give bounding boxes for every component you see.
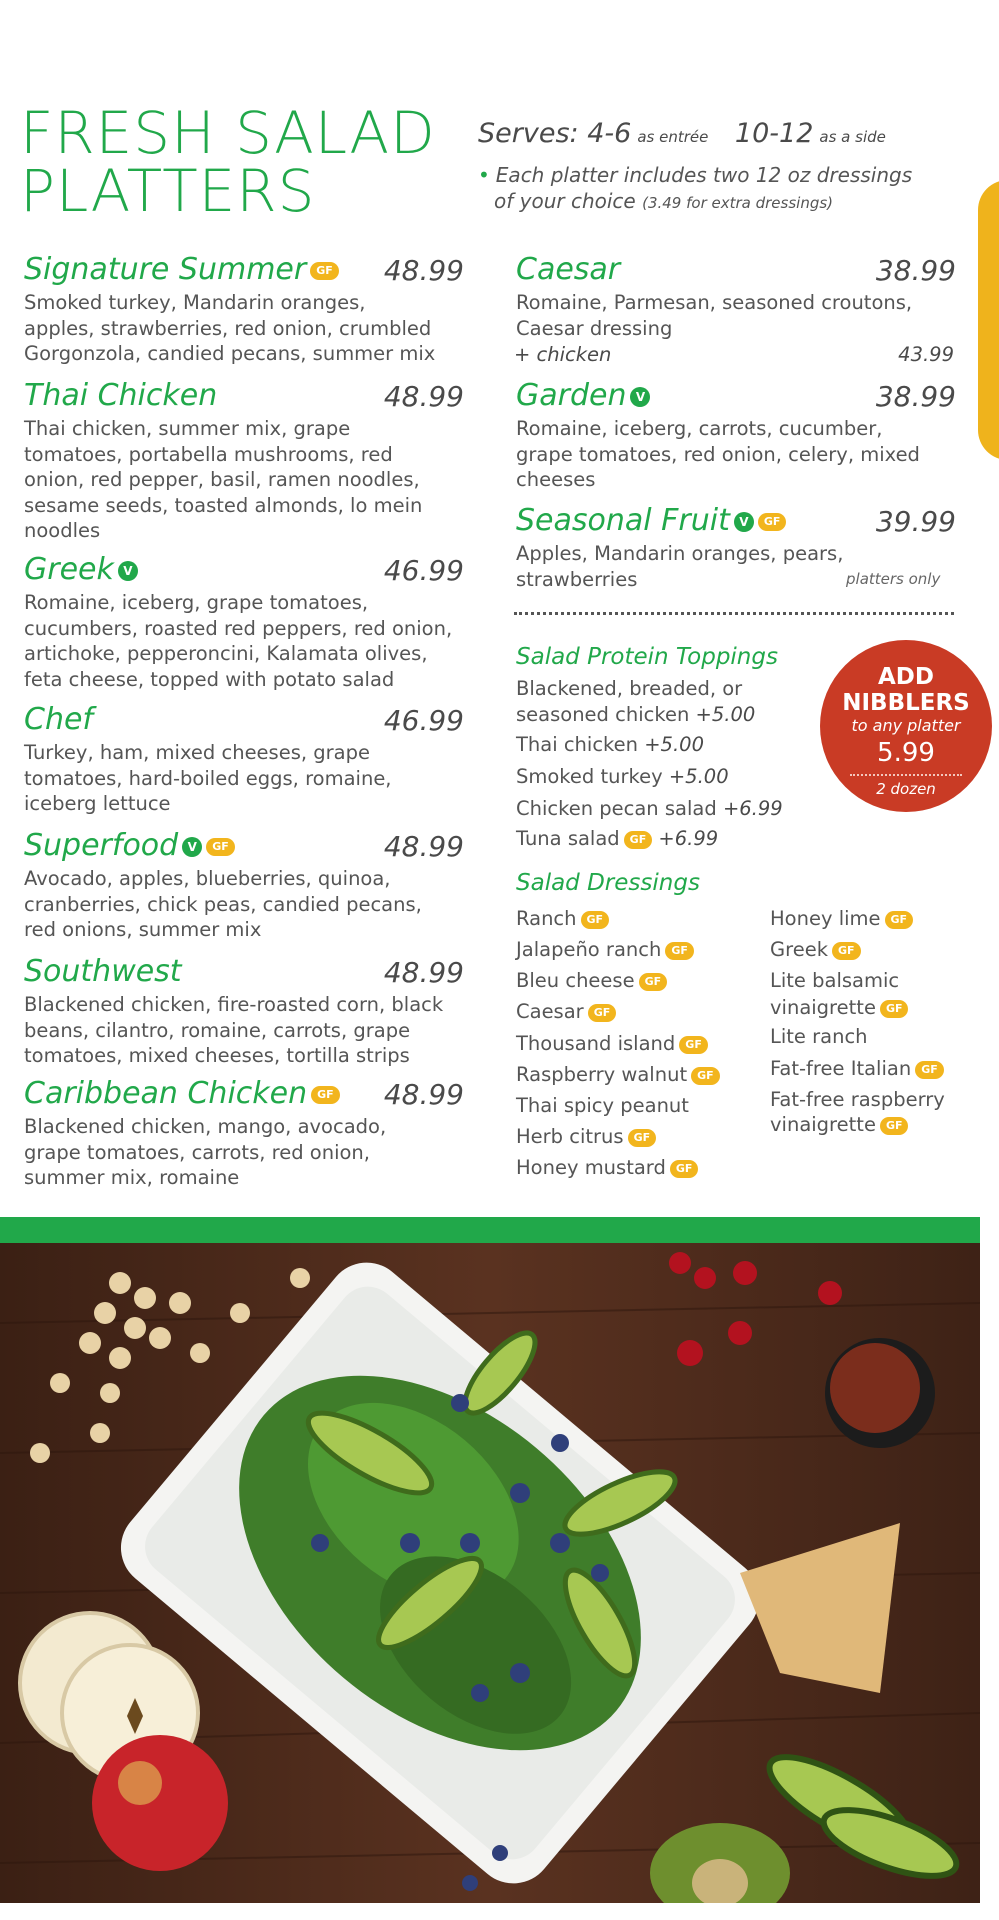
dressing-name: Lite balsamic	[770, 969, 900, 992]
description-line: Romaine, Parmesan, seasoned croutons,	[516, 291, 913, 314]
topping-price: +5.00	[644, 733, 704, 756]
serves-entree-label: as entrée	[637, 128, 709, 146]
menu-item	[24, 1076, 464, 1194]
menu-item-price: 46.99	[383, 704, 464, 737]
dressing-item	[516, 1031, 708, 1057]
menu-item-price: 39.99	[875, 505, 956, 538]
topping-name: seasoned chicken	[516, 703, 690, 726]
menu-item-description	[24, 290, 435, 367]
dressing-name: vinaigrette	[770, 996, 876, 1019]
page-title	[20, 99, 480, 225]
dressing-name: Ranch	[516, 907, 577, 930]
salad-platter-illustration	[0, 1243, 980, 1903]
menu-item	[516, 378, 956, 496]
gluten-free-badge-icon: GF	[885, 911, 914, 929]
topping-item	[516, 732, 704, 758]
dressing-item	[516, 1093, 689, 1119]
menu-item-name-row	[24, 252, 339, 287]
description-line: feta cheese, topped with potato salad	[24, 667, 395, 691]
dressing-name: Bleu cheese	[516, 969, 635, 992]
vegetarian-badge-icon: V	[630, 387, 650, 407]
dressing-item	[516, 937, 694, 963]
menu-item-name: Chef	[24, 702, 93, 737]
platters-only-note: platters only	[846, 570, 941, 588]
note-line-1: Each platter includes two 12 oz dressings	[495, 163, 913, 187]
topping-item	[516, 676, 742, 702]
serves-info	[478, 118, 904, 149]
nibblers-divider	[850, 774, 962, 776]
topping-item	[516, 826, 718, 852]
topping-item	[516, 702, 755, 728]
dressing-name: Herb citrus	[516, 1125, 624, 1148]
menu-item-name-row	[24, 828, 235, 863]
description-line: strawberries	[516, 567, 638, 591]
menu-item-description	[24, 740, 392, 817]
menu-item-name: Greek	[24, 552, 114, 587]
nibblers-line-1: ADD	[878, 664, 934, 690]
menu-item-price: 48.99	[383, 1078, 464, 1111]
decorative-arc	[978, 180, 999, 460]
dressing-name: Raspberry walnut	[516, 1063, 688, 1086]
dressing-name: Thousand island	[516, 1032, 676, 1055]
description-line: cranberries, chick peas, candied pecans,	[24, 892, 422, 916]
menu-item-name-row	[24, 702, 93, 737]
topping-name: Tuna salad	[516, 827, 620, 850]
topping-name: Smoked turkey	[516, 765, 663, 788]
menu-item-name: Caesar	[516, 252, 621, 287]
menu-item	[24, 702, 464, 820]
description-line: Avocado, apples, blueberries, quinoa,	[24, 867, 391, 890]
dressing-note	[478, 162, 958, 216]
gluten-free-badge-icon: GF	[665, 942, 694, 960]
topping-name: Blackened, breaded, or	[516, 677, 743, 700]
menu-item	[24, 954, 464, 1072]
dressing-name: Lite ranch	[770, 1025, 868, 1048]
description-line: grape tomatoes, red onion, celery, mixed	[516, 442, 920, 466]
menu-item-description	[24, 590, 452, 692]
menu-item-description	[516, 416, 920, 493]
menu-item-name-row	[24, 954, 182, 989]
menu-item	[24, 552, 464, 696]
dressing-item	[770, 937, 861, 963]
dressing-item	[516, 968, 667, 994]
nibblers-price: 5.99	[877, 738, 935, 768]
section-divider	[514, 612, 954, 615]
description-line: beans, cilantro, romaine, carrots, grape	[24, 1018, 411, 1042]
gluten-free-badge-icon: GF	[670, 1160, 699, 1178]
bullet-icon: •	[478, 163, 490, 187]
menu-item-name: Garden	[516, 378, 627, 413]
menu-item-description	[24, 866, 422, 943]
serves-label: Serves:	[478, 118, 579, 149]
dressing-name: Greek	[770, 938, 828, 961]
gluten-free-badge-icon: GF	[915, 1061, 944, 1079]
topping-price: +5.00	[668, 765, 729, 788]
dressings-heading: Salad Dressings	[516, 870, 700, 896]
dressing-name: Thai spicy peanut	[516, 1094, 689, 1117]
description-line: noodles	[24, 519, 101, 542]
dressing-item	[770, 906, 913, 932]
gluten-free-badge-icon: GF	[639, 973, 668, 991]
gluten-free-badge-icon: GF	[310, 262, 339, 280]
serves-side-count: 10-12	[734, 118, 814, 149]
gluten-free-badge-icon: GF	[311, 1086, 340, 1104]
topping-price: +6.99	[658, 827, 719, 850]
menu-item-name-row	[516, 503, 786, 538]
menu-item-name: Southwest	[24, 954, 182, 989]
dressing-item	[516, 1062, 720, 1088]
caesar-addon-label: + chicken	[514, 343, 612, 366]
dressing-item	[516, 999, 616, 1025]
dressing-name: Fat-free raspberry	[770, 1088, 945, 1111]
vegetarian-badge-icon: V	[734, 512, 754, 532]
menu-item-price: 48.99	[383, 830, 464, 863]
description-line: Thai chicken, summer mix, grape	[24, 417, 351, 440]
menu-item	[24, 378, 464, 548]
green-divider-bar	[0, 1217, 980, 1243]
description-line: Smoked turkey, Mandarin oranges,	[24, 291, 366, 314]
salad-photo	[0, 1243, 980, 1903]
caesar-addon-price: 43.99	[898, 343, 954, 366]
dressing-item	[770, 995, 908, 1021]
description-line: Blackened chicken, mango, avocado,	[24, 1115, 387, 1138]
description-line: tomatoes, portabella mushrooms, red	[24, 442, 393, 466]
dressing-item	[770, 1087, 945, 1113]
description-line: Romaine, iceberg, grape tomatoes,	[24, 591, 369, 614]
menu-item-description	[24, 992, 443, 1069]
nibblers-qty: 2 dozen	[876, 780, 936, 798]
toppings-heading: Salad Protein Toppings	[516, 644, 778, 670]
gluten-free-badge-icon: GF	[206, 838, 235, 856]
menu-item-name: Signature Summer	[24, 252, 307, 287]
description-line: sesame seeds, toasted almonds, lo mein	[24, 493, 423, 517]
dressing-name: Honey lime	[770, 907, 881, 930]
description-line: onion, red pepper, basil, ramen noodles,	[24, 468, 420, 491]
serves-entree-count: 4-6	[587, 118, 632, 149]
menu-item	[24, 252, 464, 370]
menu-item	[516, 252, 956, 344]
description-line: apples, strawberries, red onion, crumbled	[24, 316, 432, 340]
menu-item-price: 48.99	[383, 956, 464, 989]
nibblers-sub: to any platter	[851, 716, 961, 735]
dressing-name: Caesar	[516, 1000, 584, 1023]
gluten-free-badge-icon: GF	[588, 1004, 617, 1022]
menu-item-price: 38.99	[875, 380, 956, 413]
nibblers-line-2: NIBBLERS	[842, 690, 970, 716]
dressing-item	[516, 1124, 656, 1150]
vegetarian-badge-icon: V	[182, 837, 202, 857]
dressing-item	[770, 1112, 908, 1138]
description-line: Apples, Mandarin oranges, pears,	[516, 542, 844, 565]
menu-item-name: Caribbean Chicken	[24, 1076, 308, 1111]
description-line: Caesar dressing	[516, 316, 673, 340]
gluten-free-badge-icon: GF	[581, 911, 610, 929]
note-line-2: of your choice	[494, 189, 636, 213]
gluten-free-badge-icon: GF	[758, 513, 787, 531]
gluten-free-badge-icon: GF	[628, 1129, 657, 1147]
description-line: Turkey, ham, mixed cheeses, grape	[24, 741, 370, 764]
menu-item	[24, 828, 464, 946]
description-line: Romaine, iceberg, carrots, cucumber,	[516, 417, 883, 440]
topping-price: +6.99	[722, 797, 783, 820]
vegetarian-badge-icon: V	[118, 561, 138, 581]
description-line: iceberg lettuce	[24, 792, 171, 815]
menu-item-name-row	[516, 378, 650, 413]
menu-item-description	[516, 541, 843, 592]
dressing-item	[770, 968, 899, 994]
topping-item	[516, 796, 783, 822]
caesar-addon	[514, 343, 954, 366]
menu-item-description	[516, 290, 912, 341]
gluten-free-badge-icon: GF	[880, 1000, 909, 1018]
description-line: tomatoes, mixed cheeses, tortilla strips	[24, 1044, 410, 1067]
menu-item-price: 46.99	[383, 554, 464, 587]
menu-item-name-row	[24, 378, 217, 413]
dressing-item	[516, 906, 609, 932]
description-line: cheeses	[516, 468, 596, 491]
dressing-name: Jalapeño ranch	[516, 938, 662, 961]
menu-item-price: 48.99	[383, 380, 464, 413]
description-line: red onions, summer mix	[24, 918, 262, 941]
topping-item	[516, 764, 729, 790]
nibblers-badge	[820, 640, 992, 812]
menu-item-name: Seasonal Fruit	[516, 503, 730, 538]
dressing-name: vinaigrette	[770, 1113, 876, 1136]
gluten-free-badge-icon: GF	[679, 1036, 708, 1054]
description-line: artichoke, pepperoncini, Kalamata olives,	[24, 642, 428, 665]
topping-name: Chicken pecan salad	[516, 797, 717, 820]
dressing-name: Honey mustard	[516, 1156, 666, 1179]
menu-item-name: Superfood	[24, 828, 179, 863]
description-line: Blackened chicken, fire-roasted corn, black	[24, 993, 444, 1016]
gluten-free-badge-icon: GF	[880, 1117, 909, 1135]
note-extra: (3.49 for extra dressings)	[642, 194, 834, 212]
dressing-item	[770, 1056, 944, 1082]
title-line-2: PLATTERS	[20, 157, 316, 225]
dressing-item	[516, 1155, 698, 1181]
menu-item-price: 38.99	[875, 254, 956, 287]
dressing-item	[770, 1024, 868, 1050]
menu-item-description	[24, 416, 422, 544]
topping-name: Thai chicken	[516, 733, 639, 756]
title-line-1: FRESH SALAD	[20, 99, 436, 167]
dressing-name: Fat-free Italian	[770, 1057, 912, 1080]
serves-side-label: as a side	[819, 128, 886, 146]
gluten-free-badge-icon: GF	[691, 1067, 720, 1085]
menu-item-description	[24, 1114, 386, 1191]
menu-item-price: 48.99	[383, 254, 464, 287]
gluten-free-badge-icon: GF	[624, 831, 653, 849]
description-line: summer mix, romaine	[24, 1166, 240, 1189]
gluten-free-badge-icon: GF	[832, 942, 861, 960]
description-line: grape tomatoes, carrots, red onion,	[24, 1140, 370, 1164]
description-line: tomatoes, hard-boiled eggs, romaine,	[24, 766, 392, 790]
description-line: Gorgonzola, candied pecans, summer mix	[24, 342, 436, 365]
menu-item-name-row	[516, 252, 620, 287]
menu-item-name: Thai Chicken	[24, 378, 218, 413]
menu-item-name-row	[24, 552, 138, 587]
nibblers-title	[820, 664, 992, 716]
description-line: cucumbers, roasted red peppers, red onion,	[24, 616, 453, 640]
menu-item-name-row	[24, 1076, 340, 1111]
topping-price: +5.00	[695, 703, 756, 726]
